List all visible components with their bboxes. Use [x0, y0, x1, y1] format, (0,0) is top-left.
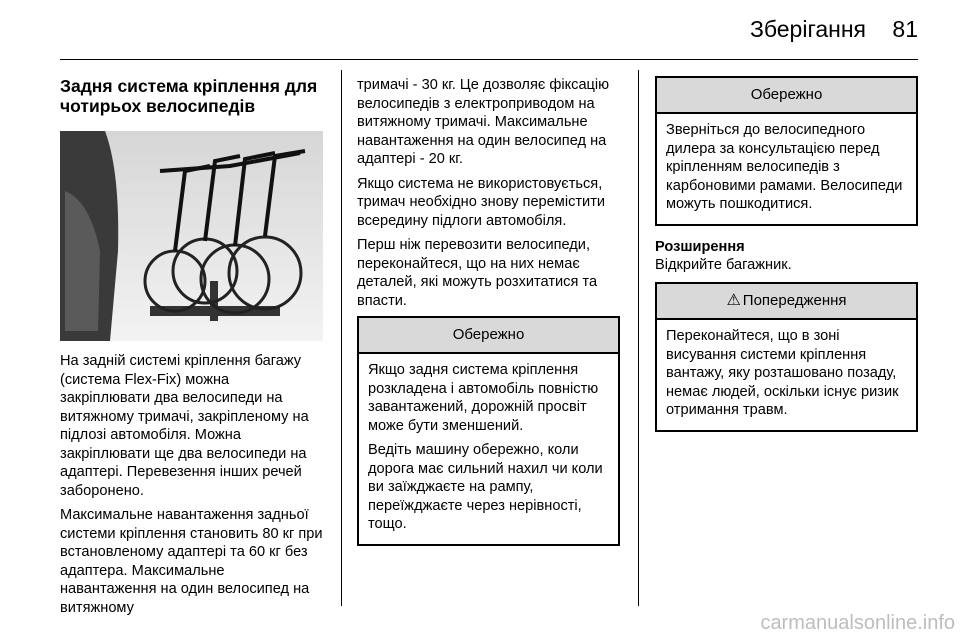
header-divider	[60, 59, 918, 60]
paragraph: Максимальне навантаження задньої системи кріплення становить 80 кг при встановленому адаптері та 60 кг без адаптера. Максимальне навантаження на один велосипед на витяжному	[60, 507, 323, 616]
warning-body	[657, 320, 916, 430]
caution-text: Зверніться до велосипедного дилера за консультацією перед кріпленням велосипедів з карбоновими рамами. Велосипеди можуть пошкодитися.	[666, 122, 903, 212]
warning-triangle-icon: ⚠	[726, 292, 741, 309]
section-heading: Задня система кріплення для чотирьох велосипедів	[60, 76, 318, 116]
paragraph: Відкрийте багажник.	[655, 256, 792, 273]
paragraph: Перш ніж перевозити велосипеди, переконайтеся, що на них немає деталей, які можуть розхитатися та впасти.	[357, 237, 598, 309]
column-divider-1	[341, 70, 342, 606]
caution-box	[655, 76, 918, 226]
caution-title: Обережно	[359, 318, 618, 354]
paragraph: На задній системі кріплення багажу (система Flex-Fix) можна закріплювати два велосипеди на витяжному тримачі, закріпленому на підлозі автомобіля. Можна закріплювати ще два велосипеди на адаптері. Перевезення інших речей заборонено.	[60, 353, 309, 499]
column-2	[357, 76, 620, 558]
warning-title-row	[657, 284, 916, 320]
caution-text: Якщо задня система кріплення розкладена і автомобіль повністю завантажений, дорожній просвіт може бути зменшений.	[368, 362, 599, 434]
chapter-title: Зберігання	[749, 16, 866, 42]
bike-carrier-photo	[60, 131, 323, 341]
bike-carrier-illustration	[60, 131, 323, 341]
column-1	[60, 76, 323, 623]
subsection-heading: Розширення	[655, 238, 745, 255]
column-3	[655, 76, 918, 444]
paragraph: Якщо система не використовується, тримач необхідно знову перемістити всередину підлоги автомобіля.	[357, 175, 606, 229]
column-divider-2	[638, 70, 639, 606]
caution-box	[357, 316, 620, 546]
paragraph: тримачі - 30 кг. Це дозволяє фіксацію велосипедів з електроприводом на витяжному тримачі. Максимальне навантаження на один велосипед на адаптері - 20 кг.	[357, 77, 610, 167]
page-number: 81	[892, 16, 918, 42]
warning-title: Попередження	[742, 292, 847, 309]
warning-text: Переконайтеся, що в зоні висування системи кріплення вантажу, яку розташовано позаду, немає людей, оскільки існує ризик отримання травм.	[666, 328, 899, 418]
caution-body	[657, 114, 916, 224]
caution-text: Ведіть машину обережно, коли дорога має сильний нахил чи коли ви заїжджаєте на рампу, переїжджаєте через нерівності, тощо.	[368, 442, 603, 532]
warning-box	[655, 282, 918, 432]
caution-body	[359, 354, 618, 544]
caution-title: Обережно	[657, 78, 916, 114]
watermark: carmanualsonline.info	[760, 612, 955, 634]
